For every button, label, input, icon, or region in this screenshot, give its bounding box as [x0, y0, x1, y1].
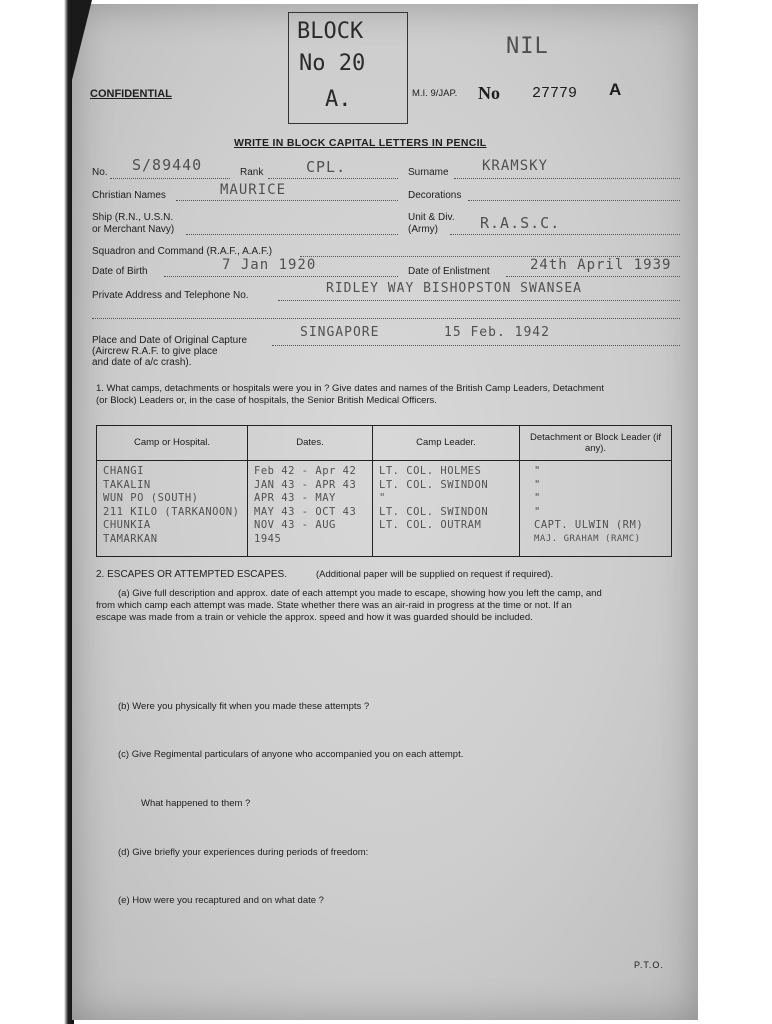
christian-names-label: Christian Names — [92, 190, 166, 201]
leader-entry: LT. COL. HOLMES — [379, 465, 482, 477]
camps-table — [96, 425, 672, 557]
leader-entry: LT. COL. OUTRAM — [379, 519, 482, 531]
leader-entry: " — [379, 492, 386, 504]
col-detachment-header: Detachment or Block Leader (if any). — [520, 426, 672, 461]
date-entry: NOV 43 - AUG — [254, 519, 336, 531]
camp-entry: TAKALIN — [103, 478, 151, 491]
date-entry: MAY 43 - OCT 43 — [254, 505, 357, 518]
detachment-entry: MAJ. GRAHAM (RAMC) — [534, 533, 641, 544]
capture-label-2: (Aircrew R.A.F. to give place — [92, 346, 218, 357]
question-1-line-2: (or Block) Leaders or, in the case of hospitals, the Senior British Medical Officers. — [96, 395, 437, 406]
scan-border — [0, 0, 74, 1024]
camps-cell — [97, 461, 248, 557]
rank-value: CPL. — [306, 158, 347, 176]
dob-label: Date of Birth — [92, 266, 148, 277]
rank-label: Rank — [240, 167, 264, 178]
ship-label-2: or Merchant Navy) — [92, 224, 175, 235]
col-dates-header: Dates. — [248, 426, 373, 461]
detachment-entry: CAPT. ULWIN (RM) — [534, 519, 644, 531]
camp-entry: CHUNKIA — [103, 519, 151, 531]
no-label: No. — [92, 167, 108, 178]
camp-entry: 211 KILO (TARKANOON) — [103, 505, 240, 518]
mi-reference: M.I. 9/JAP. — [412, 88, 458, 99]
form-suffix: A — [609, 80, 622, 99]
ship-label-1: Ship (R.N., U.S.N. — [92, 212, 174, 223]
instruction-heading: WRITE IN BLOCK CAPITAL LETTERS IN PENCIL — [234, 137, 487, 149]
date-entry: APR 43 - MAY — [254, 492, 336, 504]
form-number: 27779 — [532, 85, 578, 102]
camp-entry: WUN PO (SOUTH) — [103, 492, 199, 504]
question-1-line-1: 1. What camps, detachments or hospitals were you in ? Give dates and names of the British Camp Leaders, Detachment — [96, 383, 604, 394]
leaders-cell — [373, 461, 520, 557]
col-camp-header: Camp or Hospital. — [97, 426, 248, 461]
camp-entry: TAMARKAN — [103, 532, 158, 545]
stamp-line-2: No 20 — [299, 51, 366, 76]
capture-place: SINGAPORE — [300, 325, 380, 340]
question-2a-line-3: escape was made from a train or vehicle the approx. speed and how it was guarded should be included. — [96, 612, 533, 623]
question-2d: (d) Give briefly your experiences during periods of freedom: — [118, 847, 369, 858]
christian-names-value: MAURICE — [220, 182, 287, 198]
question-2e: (e) How were you recaptured and on what date ? — [118, 895, 324, 906]
camp-entry: CHANGI — [103, 465, 144, 477]
unit-label-1: Unit & Div. — [408, 212, 455, 223]
enlistment-label: Date of Enlistment — [408, 266, 490, 277]
date-entry: 1945 — [254, 532, 282, 545]
date-entry: JAN 43 - APR 43 — [254, 478, 357, 491]
unit-label-2: (Army) — [408, 224, 438, 235]
confidential-label: CONFIDENTIAL — [90, 88, 172, 100]
leader-entry: LT. COL. SWINDON — [379, 505, 489, 518]
stamp-line-1: BLOCK — [297, 19, 364, 44]
enlistment-value: 24th April 1939 — [530, 257, 672, 273]
number-label: No — [478, 83, 500, 103]
detachment-entry: " — [534, 505, 541, 518]
question-2b: (b) Were you physically fit when you made these attempts ? — [118, 701, 370, 712]
date-entry: Feb 42 - Apr 42 — [254, 465, 357, 477]
question-2a-line-1: (a) Give full description and approx. date of each attempt you made to escape, showing how you left the camp, and — [118, 588, 602, 599]
address-value: RIDLEY WAY BISHOPSTON SWANSEA — [326, 281, 582, 296]
question-2c-followup: What happened to them ? — [141, 798, 251, 809]
block-stamp — [288, 12, 408, 124]
capture-date: 15 Feb. 1942 — [444, 325, 550, 340]
stamp-line-3: A. — [325, 87, 352, 112]
capture-label-1: Place and Date of Original Capture — [92, 335, 248, 346]
detachment-entry: " — [534, 492, 541, 504]
detachment-entry: " — [534, 465, 541, 477]
capture-label-3: and date of a/c crash). — [92, 357, 192, 368]
decorations-label: Decorations — [408, 190, 462, 201]
dates-cell — [248, 461, 373, 557]
dob-value: 7 Jan 1920 — [222, 257, 317, 273]
service-number: S/89440 — [132, 156, 203, 174]
surname-value: KRAMSKY — [482, 158, 549, 174]
detachment-cell — [520, 461, 672, 557]
unit-value: R.A.S.C. — [480, 214, 561, 232]
question-2c: (c) Give Regimental particulars of anyone who accompanied you on each attempt. — [118, 749, 464, 760]
question-2a-line-2: from which camp each attempt was made. State whether there was an air-raid in progress at the time or not. If an — [96, 600, 572, 611]
address-label: Private Address and Telephone No. — [92, 290, 249, 301]
question-2-title: 2. ESCAPES OR ATTEMPTED ESCAPES. — [96, 569, 287, 580]
surname-label: Surname — [408, 167, 449, 178]
detachment-entry: " — [534, 478, 541, 491]
top-handwriting: NIL — [506, 34, 549, 59]
leader-entry: LT. COL. SWINDON — [379, 478, 489, 491]
squadron-label: Squadron and Command (R.A.F., A.A.F.) — [92, 246, 273, 257]
question-2-note: (Additional paper will be supplied on request if required). — [316, 569, 554, 580]
pto-label: P.T.O. — [634, 960, 664, 970]
col-leader-header: Camp Leader. — [373, 426, 520, 461]
